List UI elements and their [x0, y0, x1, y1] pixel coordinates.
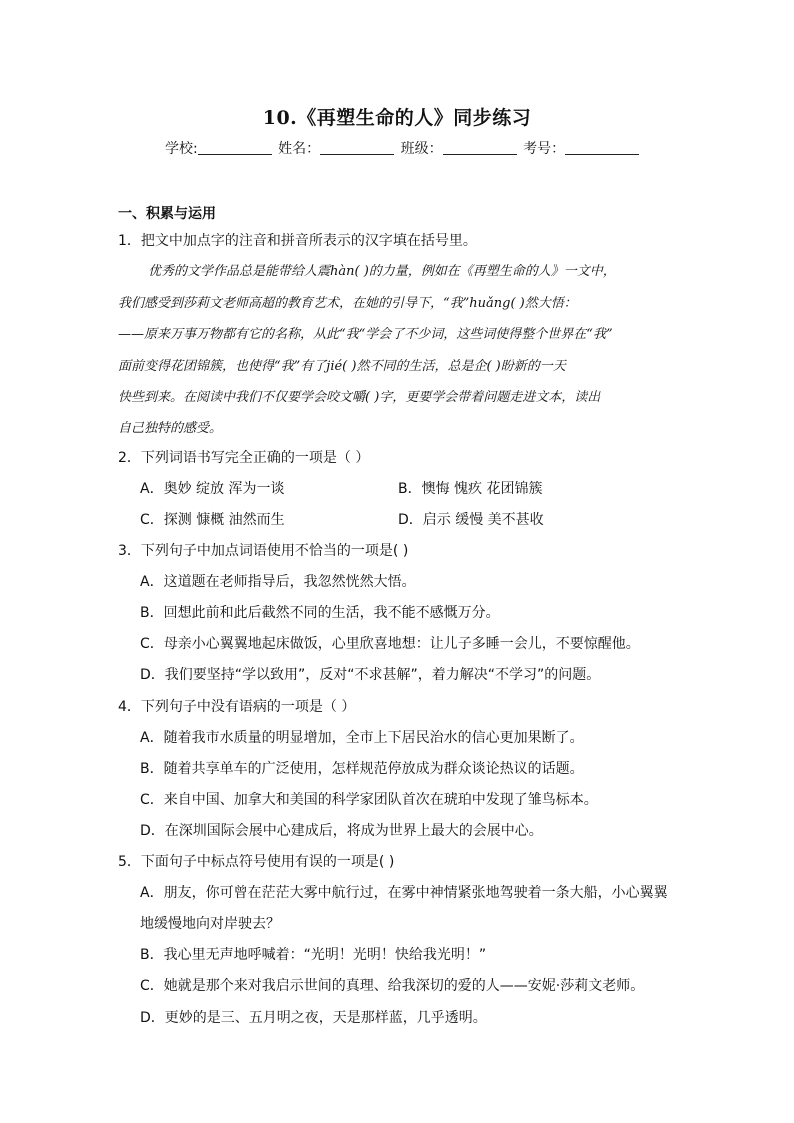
question-4-option-d: D．在深圳国际会展中心建成后，将成为世界上最大的会展中心。	[140, 823, 543, 839]
question-3-option-b: B．回想此前和此后截然不同的生活，我不能不感慨万分。	[140, 605, 500, 621]
passage-line: 优秀的文学作品总是能带给人震hàn( )的力量，例如在《再塑生命的人》一文中，	[148, 264, 616, 279]
question-5-option-d: D．更妙的是三、五月明之夜，天是那样蓝，几乎透明。	[140, 1010, 487, 1026]
exam-no-label: 考号：	[523, 141, 566, 157]
question-4-option-b: B．随着共享单车的广泛使用，怎样规范停放成为群众谈论热议的话题。	[140, 761, 584, 777]
question-5-stem: 5．下面句子中标点符号使用有误的一项是( )	[118, 854, 395, 870]
passage-line: 我们感受到莎莉文老师高超的教育艺术，在她的引导下，“我”huǎng( )然大悟：	[118, 296, 577, 311]
name-label: 姓名：	[278, 141, 321, 157]
question-5-option-a: A．朋友，你可曾在茫茫大雾中航行过，在雾中神情紧张地驾驶着一条大船，小心翼翼	[140, 885, 668, 901]
question-4-option-a: A．随着我市水质量的明显增加，全市上下居民治水的信心更加果断了。	[140, 730, 584, 746]
question-2-option-a: A．奥妙 绽放 浑为一谈	[140, 481, 285, 497]
student-info-line	[165, 138, 641, 158]
passage-line: ——原来万事万物都有它的名称，从此“我“学会了不少词，这些词使得整个世界在“我”	[118, 327, 613, 342]
passage-line: 面前变得花团锦簇，也使得“我”有了jié( )然不同的生活，总是企( )盼新的一天	[118, 359, 566, 374]
page-title: 10.《再塑生命的人》同步练习	[262, 107, 532, 129]
question-2-option-c: C．探测 慷概 油然而生	[140, 512, 285, 528]
passage-line: 自己独特的感受。	[118, 421, 223, 436]
question-3-stem: 3．下列句子中加点词语使用不恰当的一项是( )	[118, 543, 409, 559]
question-2-option-d: D．启示 缓慢 美不甚收	[398, 512, 544, 528]
question-2-option-b: B．懊悔 愧疚 花团锦簇	[398, 481, 543, 497]
question-4-stem: 4．下列句子中没有语病的一项是（ ）	[118, 699, 356, 715]
question-3-option-c: C．母亲小心翼翼地起床做饭，心里欣喜地想：让儿子多睡一会儿，不要惊醒他。	[140, 636, 640, 652]
class-label: 班级：	[400, 141, 443, 157]
section-heading: 一、积累与运用	[118, 206, 216, 222]
school-blank	[198, 140, 272, 155]
class-blank	[443, 140, 517, 155]
question-2-stem: 2．下列词语书写完全正确的一项是（ ）	[118, 450, 370, 466]
passage-line: 快些到来。在阅读中我们不仅要学会咬文嚼( )字，更要学会带着问题走进文本，读出	[118, 390, 601, 405]
question-3-option-a: A．这道题在老师指导后，我忽然恍然大悟。	[140, 574, 416, 590]
question-5-option-b: B．我心里无声地呼喊着：“光明！光明！快给我光明！”	[140, 947, 487, 963]
name-blank	[320, 140, 394, 155]
school-label: 学校:	[165, 141, 198, 157]
question-1-stem: 1．把文中加点字的注音和拼音所表示的汉字填在括号里。	[118, 233, 477, 249]
question-5-option-c: C．她就是那个来对我启示世间的真理、给我深切的爱的人——安妮·莎莉文老师。	[140, 978, 645, 994]
question-5-option-a-continued: 地缓慢地向对岸驶去？	[140, 916, 280, 932]
question-4-option-c: C．来自中国、加拿大和美国的科学家团队首次在琥珀中发现了雏鸟标本。	[140, 792, 598, 808]
exam-no-blank	[565, 140, 639, 155]
question-3-option-d: D．我们要坚持“学以致用”，反对“不求甚解”，着力解决“不学习”的问题。	[140, 667, 601, 683]
